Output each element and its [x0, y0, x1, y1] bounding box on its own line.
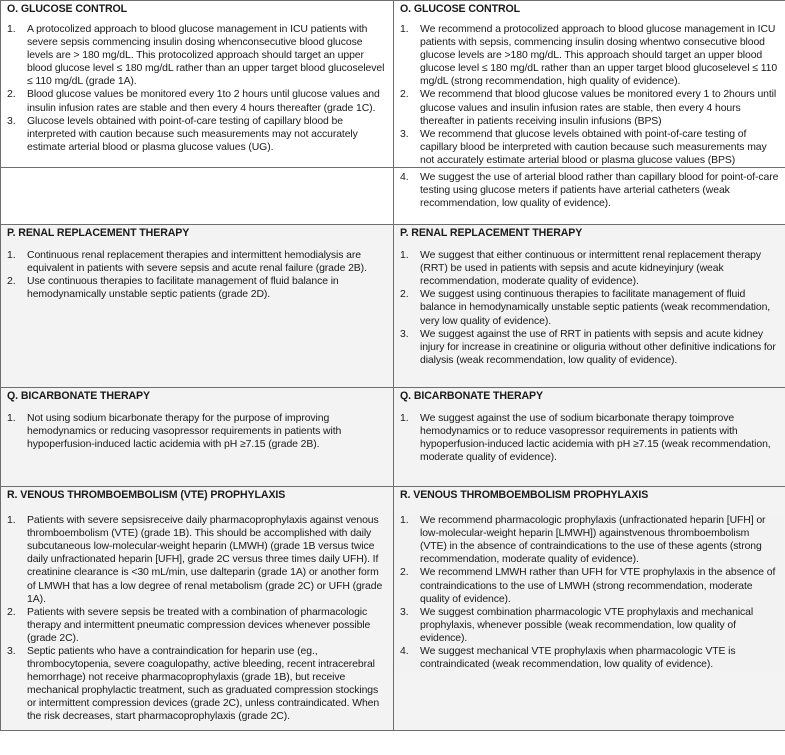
list-item: 1. We recommend pharmacologic prophylaxis (unfractionated heparin [UFH] or low-molecular-weight heparin [LMWH]) againstvenous thromboembolism (VTE) in the absence of contraindications to the use of these agents (strong recommendation, moderate quality of evidence). — [400, 515, 766, 566]
vte-left-cell — [1, 487, 394, 731]
vte-right-cell — [394, 487, 785, 731]
list-item: 3. We suggest combination pharmacologic VTE prophylaxis and mechanical prophylaxis, whenever possible (weak recommendation, low quality of evidence). — [400, 606, 754, 644]
bicarbonate-right-list — [394, 412, 785, 464]
list-item: 2. We recommend that blood glucose values be monitored every 1 to 2hours until glucose values and insulin infusion rates are stable, then every 4 hours thereafter in patients receiving insulin infusions (BPS) — [400, 89, 777, 127]
list-item: 2. We recommend LMWH rather than UFH for VTE prophylaxis in the absence of contraindications to the use of LMWH (strong recommendation, moderate quality of evidence). — [400, 567, 776, 605]
section-heading: P. RENAL REPLACEMENT THERAPY — [7, 227, 190, 240]
list-item: 4. We suggest the use of arterial blood rather than capillary blood for point-of-care testing using glucose meters if patients have arterial catheters (weak recommendation, low quality of evidence). — [400, 172, 779, 210]
list-item: 2. Use continuous therapies to facilitate management of fluid balance in hemodynamically unstable septic patients (grade 2D). — [7, 276, 339, 301]
list-item: 1. We suggest against the use of sodium bicarbonate therapy toimprove hemodynamics or to reduce vasopressor requirements in patients with hypoperfusion-induced lactic acidemia with pH ≥7.15 (weak recommendation, moderate quality of evidence). — [400, 413, 771, 464]
renal-right-list — [394, 249, 785, 367]
section-glucose-extra-row — [1, 168, 785, 225]
list-item: 4. We suggest mechanical VTE prophylaxis when pharmacologic VTE is contraindicated (weak recommendation, low quality of evidence). — [400, 645, 736, 671]
section-heading: Q. BICARBONATE THERAPY — [7, 390, 150, 403]
bicarbonate-left-list — [1, 412, 393, 451]
section-heading: O. GLUCOSE CONTROL — [7, 3, 128, 15]
list-item: 2. Blood glucose values be monitored every 1to 2 hours until glucose values and insulin infusion rates are stable and then every 4 hours thereafter (grade 1C). — [7, 89, 380, 114]
glucose-right-extra-cell — [394, 168, 785, 225]
list-item: 1. Continuous renal replacement therapies and intermittent hemodialysis are equivalent in patients with severe sepsis and acute renal failure (grade 2B). — [7, 250, 367, 275]
list-item: 2. Patients with severe sepsis be treated with a combination of pharmacologic therapy and intermittent pneumatic compression devices whenever possible (grade 2C). — [7, 606, 371, 644]
section-heading: Q. BICARBONATE THERAPY — [400, 390, 543, 403]
renal-left-list — [1, 249, 393, 301]
glucose-left-cell — [1, 1, 394, 168]
section-renal-row — [1, 225, 785, 388]
bicarbonate-left-cell — [1, 388, 394, 487]
vte-left-list — [1, 514, 393, 724]
list-item: 3. Glucose levels obtained with point-of-care testing of capillary blood be interpreted with caution because such measurements may not accurately estimate arterial blood or plasma glucose values (UG). — [7, 115, 358, 153]
glucose-right-list — [394, 23, 785, 167]
renal-right-cell — [394, 225, 785, 388]
section-bicarbonate-row — [1, 388, 785, 487]
glucose-left-list — [1, 23, 393, 154]
glucose-left-empty-cell — [1, 168, 394, 225]
section-heading: O. GLUCOSE CONTROL — [400, 3, 521, 15]
list-item: 3. Septic patients who have a contraindication for heparin use (eg., thrombocytopenia, severe coagulopathy, active bleeding, recent intracerebral hemorrhage) not receive pharmacoprophylaxis (grade 1B), but receive mechanical prophylactic treatment, such as graduated compression stockings or intermittent compression devices (grade 2C), unless contraindicated. When the risk decreases, start pharmacoprophylaxis (grade 2C). — [7, 645, 380, 723]
bicarbonate-right-cell — [394, 388, 785, 487]
list-item: 2. We suggest using continuous therapies to facilitate management of fluid balance in hemodynamically unstable septic patients (weak recommendation, very low quality of evidence). — [400, 289, 771, 327]
list-item: 3. We recommend that glucose levels obtained with point-of-care testing of capillary blood be interpreted with caution because such measurements may not accurately estimate arterial blood or plasma glucose values (BPS) — [400, 128, 767, 166]
list-item: 1. We recommend a protocolized approach to blood glucose management in ICU patients with sepsis, commencing insulin dosing whentwo consecutive blood glucose levels are >180 mg/dL. This approach should target an upper blood glucose level ≤ 180 mg/dL rather than an upper target blood glucoselevel ≤ 110 mg/dL (strong recommendation, high quality of evidence). — [400, 24, 778, 88]
glucose-right-cell — [394, 1, 785, 168]
list-item: 1. A protocolized approach to blood glucose management in ICU patients with severe sepsis commencing insulin dosing whenconsecutive blood glucose levels are > 180 mg/dL. This protocolized approach should target an upper blood glucose level ≤ 180 mg/dL rather than an upper target blood glucoselevel ≤ 110 mg/dL (grade 1A). — [7, 24, 385, 88]
list-item: 3. We suggest against the use of RRT in patients with sepsis and acute kidney injury for increase in creatinine or oliguria without other definitive indications for dialysis (weak recommendation, low quality of evidence). — [400, 328, 776, 366]
glucose-right-extra-list — [394, 171, 785, 210]
list-item: 1. Patients with severe sepsisreceive daily pharmacoprophylaxis against venous thromboembolism (VTE) (grade 1B). This should be accomplished with daily subcutaneous low-molecular-weight heparin (LMWH) (grade 1B versus twice daily unfractionated heparin [UFH], grade 2C versus three times daily UFH). If creatinine clearance is <30 mL/min, use dalteparin (grade 1A) or another form of LMWH that has a low degree of renal metabolism (grade 2C) or UFH (grade 1A). — [7, 515, 383, 605]
vte-right-list — [394, 514, 784, 671]
section-heading: R. VENOUS THROMBOEMBOLISM (VTE) PROPHYLAXIS — [7, 489, 286, 502]
section-glucose-row — [1, 1, 785, 168]
section-heading: P. RENAL REPLACEMENT THERAPY — [400, 227, 583, 240]
list-item: 1. Not using sodium bicarbonate therapy for the purpose of improving hemodynamics or reducing vasopressor requirements in patients with hypoperfusion-induced lactic acidemia with pH ≥7.15 (grade 2B). — [7, 413, 342, 451]
vte-right-shaded-box — [394, 514, 784, 671]
list-item: 1. We suggest that either continuous or intermittent renal replacement therapy (RRT) be used in patients with sepsis and acute kidneyinjury (weak recommendation, moderate quality of evidence). — [400, 250, 761, 288]
section-vte-row — [1, 487, 785, 731]
renal-left-cell — [1, 225, 394, 388]
section-heading: R. VENOUS THROMBOEMBOLISM PROPHYLAXIS — [400, 489, 649, 502]
